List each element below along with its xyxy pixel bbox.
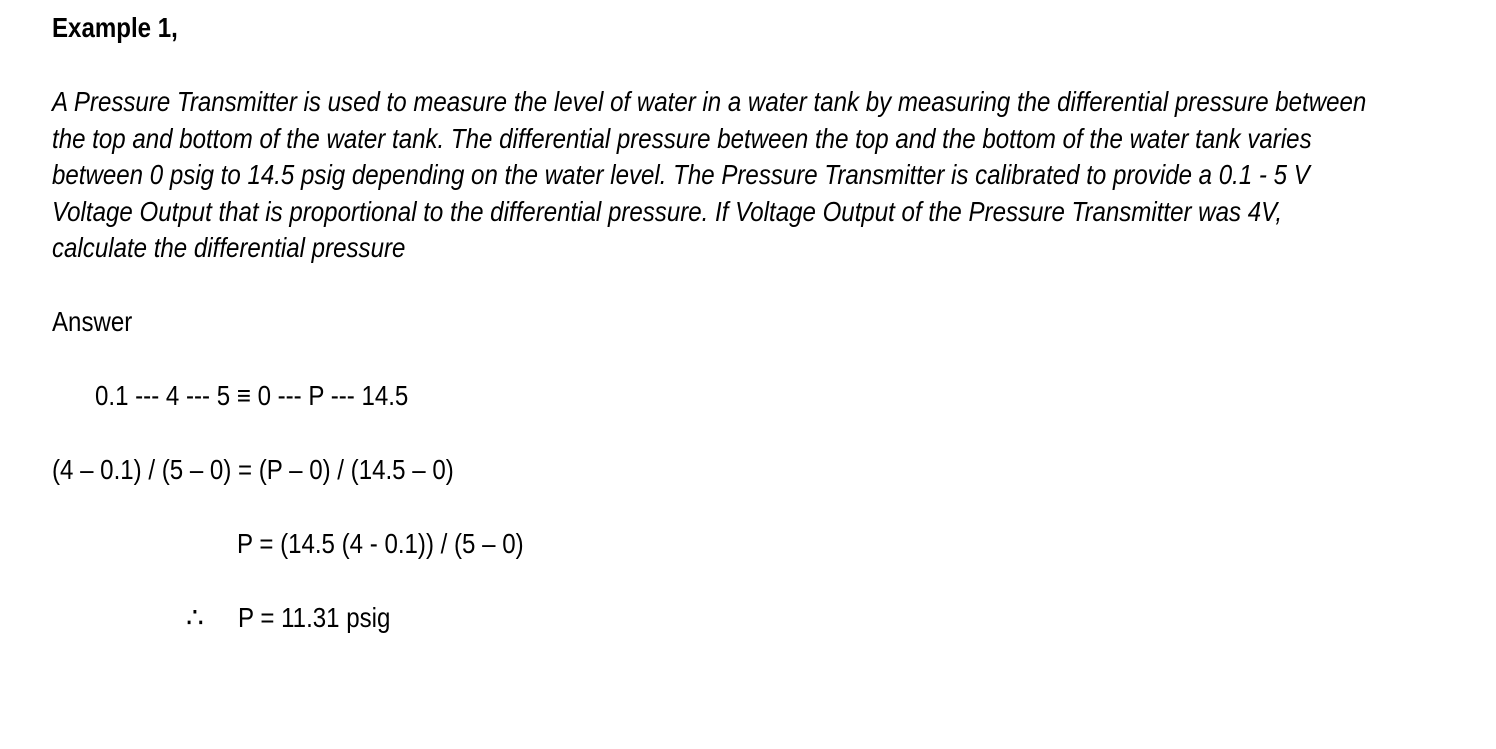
problem-line: between 0 psig to 14.5 psig depending on the water level. The Pressure Transmitter is calibrated to provide a 0.1 - 5 V bbox=[52, 159, 1310, 191]
equation-solve: P = (14.5 (4 - 0.1)) / (5 – 0) bbox=[237, 528, 524, 559]
problem-line: the top and bottom of the water tank. The differential pressure between the top and the bottom of the water tank varies bbox=[52, 122, 1312, 154]
problem-line: Voltage Output that is proportional to the differential pressure. If Voltage Output of the Pressure Transmitter was 4V, bbox=[52, 195, 1283, 227]
equation-result bbox=[186, 601, 415, 635]
equation-proportion: (4 – 0.1) / (5 – 0) = (P – 0) / (14.5 – 0) bbox=[52, 454, 454, 485]
problem-line: calculate the differential pressure bbox=[52, 232, 406, 264]
problem-line: A Pressure Transmitter is used to measure the level of water in a water tank by measuring the differential pressure between bbox=[52, 86, 1367, 117]
result-value: P = 11.31 psig bbox=[238, 602, 391, 633]
therefore-symbol: ∴ bbox=[186, 602, 204, 633]
answer-label: Answer bbox=[52, 306, 133, 337]
equation-mapping: 0.1 --- 4 --- 5 ≡ 0 --- P --- 14.5 bbox=[95, 380, 409, 411]
problem-statement bbox=[52, 84, 1492, 267]
example-heading: Example 1, bbox=[52, 12, 178, 43]
